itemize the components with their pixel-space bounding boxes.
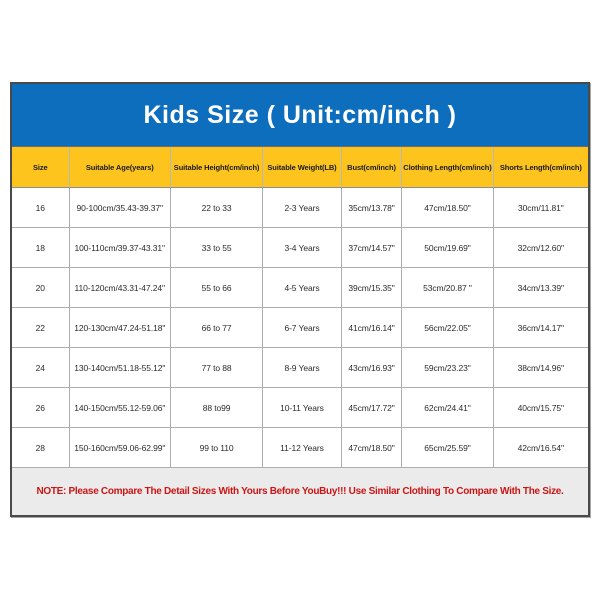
- table-cell: 24: [12, 348, 70, 388]
- table-row: [12, 388, 588, 428]
- column-header-size: Size: [12, 147, 70, 188]
- table-cell: 43cm/16.93": [342, 348, 403, 388]
- table-cell: 32cm/12.60": [494, 228, 588, 268]
- table-row: [12, 188, 588, 228]
- table-row: [12, 428, 588, 468]
- table-cell: 88 to99: [171, 388, 263, 428]
- table-cell: 33 to 55: [171, 228, 263, 268]
- table-cell: 65cm/25.59": [402, 428, 493, 468]
- table-cell: 39cm/15.35": [342, 268, 403, 308]
- table-cell: 59cm/23.23": [402, 348, 493, 388]
- table-cell: 4-5 Years: [263, 268, 341, 308]
- column-header-clothing-length: Clothing Length(cm/inch): [402, 147, 493, 188]
- table-cell: 22 to 33: [171, 188, 263, 228]
- table-cell: 140-150cm/55.12-59.06": [70, 388, 171, 428]
- table-cell: 110-120cm/43.31-47.24": [70, 268, 171, 308]
- table-cell: 35cm/13.78": [342, 188, 403, 228]
- table-row: [12, 348, 588, 388]
- table-cell: 120-130cm/47.24-51.18": [70, 308, 171, 348]
- note-bar: [12, 468, 588, 515]
- table-cell: 37cm/14.57": [342, 228, 403, 268]
- note-text: NOTE: Please Compare The Detail Sizes With Yours Before YouBuy!!! Use Similar Clothing To Compare With The Size.: [36, 486, 564, 497]
- table-cell: 42cm/16.54": [494, 428, 588, 468]
- table-cell: 26: [12, 388, 70, 428]
- table-cell: 30cm/11.81": [494, 188, 588, 228]
- table-cell: 150-160cm/59.06-62.99": [70, 428, 171, 468]
- table-row: [12, 268, 588, 308]
- kids-size-chart: [10, 82, 590, 517]
- table-cell: 34cm/13.39": [494, 268, 588, 308]
- table-cell: 6-7 Years: [263, 308, 341, 348]
- column-header-shorts-length: Shorts Length(cm/inch): [494, 147, 588, 188]
- table-cell: 38cm/14.96": [494, 348, 588, 388]
- column-header-bust: Bust(cm/inch): [342, 147, 403, 188]
- table-cell: 99 to 110: [171, 428, 263, 468]
- table-row: [12, 308, 588, 348]
- table-cell: 36cm/14.17": [494, 308, 588, 348]
- table-cell: 41cm/16.14": [342, 308, 403, 348]
- table-cell: 77 to 88: [171, 348, 263, 388]
- table-cell: 16: [12, 188, 70, 228]
- table-cell: 40cm/15.75": [494, 388, 588, 428]
- table-cell: 47cm/18.50": [402, 188, 493, 228]
- table-cell: 28: [12, 428, 70, 468]
- column-header-suitable-age: Suitable Age(years): [70, 147, 171, 188]
- column-header-suitable-height: Suitable Height(cm/inch): [171, 147, 263, 188]
- table-cell: 20: [12, 268, 70, 308]
- chart-title-bar: [12, 84, 588, 147]
- table-cell: 47cm/18.50": [342, 428, 403, 468]
- table-cell: 50cm/19.69": [402, 228, 493, 268]
- table-row: [12, 228, 588, 268]
- table-cell: 10-11 Years: [263, 388, 341, 428]
- table-cell: 18: [12, 228, 70, 268]
- table-cell: 22: [12, 308, 70, 348]
- table-cell: 66 to 77: [171, 308, 263, 348]
- table-cell: 53cm/20.87 ": [402, 268, 493, 308]
- table-cell: 90-100cm/35.43-39.37": [70, 188, 171, 228]
- table-cell: 55 to 66: [171, 268, 263, 308]
- table-cell: 8-9 Years: [263, 348, 341, 388]
- table-cell: 45cm/17.72": [342, 388, 403, 428]
- table-cell: 130-140cm/51.18-55.12": [70, 348, 171, 388]
- column-header-suitable-weight: Suitable Weight(LB): [263, 147, 341, 188]
- table-cell: 2-3 Years: [263, 188, 341, 228]
- chart-title: Kids Size ( Unit:cm/inch ): [143, 100, 457, 129]
- table-cell: 11-12 Years: [263, 428, 341, 468]
- table-cell: 3-4 Years: [263, 228, 341, 268]
- table-cell: 62cm/24.41": [402, 388, 493, 428]
- table-cell: 100-110cm/39.37-43.31": [70, 228, 171, 268]
- table-header-row: [12, 147, 588, 188]
- table-cell: 56cm/22.05": [402, 308, 493, 348]
